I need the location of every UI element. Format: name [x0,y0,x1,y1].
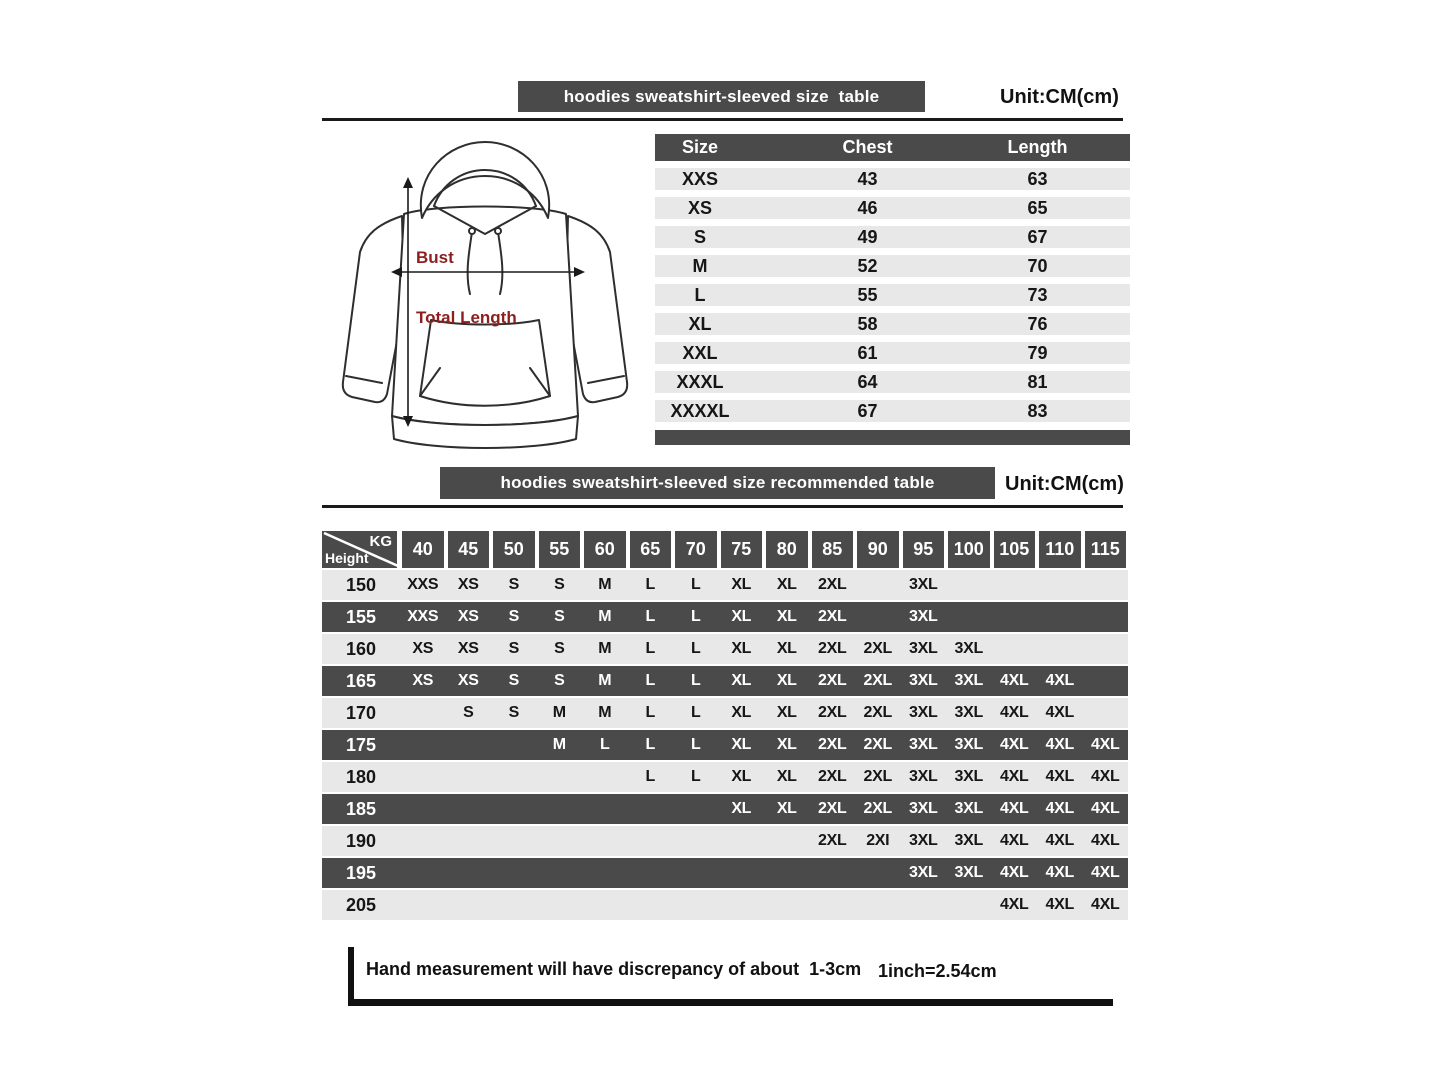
recommended-size-cell: XS [457,608,479,625]
rec-row-180 [322,762,1128,792]
length-value: 83 [1027,400,1048,421]
recommended-size-cell: XS [457,672,479,689]
chest-value: 49 [857,226,878,247]
recommended-size-cell: M [598,704,612,721]
length-value: 79 [1027,342,1048,363]
height-label: 160 [345,638,377,659]
chest-value: 55 [857,284,878,305]
weight-header-65: 65 [630,531,672,568]
height-label: 170 [345,702,377,723]
measurement-disclaimer: Hand measurement will have discrepancy of about 1-3cm [366,959,862,979]
weight-header-60: 60 [584,531,626,568]
recommended-size-cell: XL [776,576,797,593]
size-value: XXS [681,168,719,189]
recommended-size-cell: XXS [407,608,439,625]
recommended-size-cell: 4XL [1000,768,1029,785]
weight-header-50: 50 [493,531,535,568]
recommended-size-cell: 2XL [863,704,892,721]
recommended-size-cell: S [554,608,565,625]
recommended-size-cell: XS [457,576,479,593]
rec-row-170 [322,698,1128,728]
divider-line-1 [322,118,1123,121]
recommended-size-cell: 4XL [1045,736,1074,753]
recommended-size-cell: 4XL [1045,832,1074,849]
recommended-size-cell: 4XL [1045,800,1074,817]
recommended-size-cell: 4XL [1000,800,1029,817]
footer-bracket-vertical [348,947,354,1006]
recommended-size-cell: 2XL [818,576,847,593]
recommended-size-cell: L [645,672,655,689]
rec-row-185 [322,794,1128,824]
col-header-chest: Chest [842,137,893,157]
recommended-size-cell: L [600,736,610,753]
recommended-size-cell: XL [776,704,797,721]
size-table-header [655,134,1130,161]
corner-kg-label: KG [369,533,392,550]
weight-header-70: 70 [675,531,717,568]
unit-label-1: Unit:CM(cm) [1000,86,1119,108]
size-value: XXL [682,342,718,363]
recommended-size-cell: 4XL [1000,864,1029,881]
height-label: 195 [345,862,377,883]
recommended-size-cell: 3XL [909,704,938,721]
recommended-size-cell: 3XL [909,768,938,785]
length-arrowhead-top [403,177,413,188]
recommended-size-cell: L [691,672,701,689]
recommended-size-cell: XL [776,800,797,817]
chest-value: 67 [857,400,878,421]
recommended-size-cell: XL [731,672,752,689]
height-label: 155 [345,606,377,627]
recommended-size-cell: S [554,672,565,689]
recommended-size-cell: 2XL [818,704,847,721]
recommended-size-cell: 2XI [866,832,890,849]
rec-row-190 [322,826,1128,856]
recommended-size-cell: 2XL [863,736,892,753]
recommended-size-cell: L [691,704,701,721]
recommended-size-cell: 4XL [1000,896,1029,913]
recommended-size-cell: M [552,704,566,721]
recommended-size-cell: M [552,736,566,753]
footer-bracket-horizontal [348,999,1113,1006]
height-label: 205 [345,894,377,915]
height-label: 150 [345,574,377,595]
recommended-size-cell: XL [731,800,752,817]
recommended-size-cell: L [645,704,655,721]
recommended-size-cell: 3XL [909,832,938,849]
recommended-size-cell: 2XL [818,672,847,689]
recommended-size-cell: L [691,768,701,785]
recommended-size-cell: 3XL [909,640,938,657]
recommended-size-cell: S [554,640,565,657]
recommended-size-cell: XL [776,736,797,753]
size-value: L [694,284,706,305]
recommended-size-cell: XL [776,768,797,785]
size-table-row [655,342,1130,364]
weight-header-85: 85 [812,531,854,568]
recommended-size-cell: L [691,736,701,753]
recommended-size-cell: 3XL [909,672,938,689]
size-table-row [655,284,1130,306]
recommended-size-cell: 2XL [818,640,847,657]
left-drawstring-tip [469,228,475,234]
size-table-row [655,168,1130,190]
rec-row-175 [322,730,1128,760]
rec-row-160 [322,634,1128,664]
recommended-size-cell: 4XL [1091,832,1120,849]
weight-header-110: 110 [1039,531,1081,568]
hoodie-diagram [330,132,640,458]
col-header-length: Length [1007,137,1068,157]
recommended-size-cell: S [508,704,519,721]
recommended-size-cell: 3XL [909,800,938,817]
recommended-size-cell: 2XL [863,768,892,785]
recommended-size-cell: 4XL [1045,704,1074,721]
recommended-size-cell: XL [776,640,797,657]
size-value: XS [687,197,712,218]
chest-value: 43 [857,168,878,189]
weight-header-100: 100 [948,531,990,568]
unit-label-2: Unit:CM(cm) [1005,473,1124,495]
divider-line-2 [322,505,1123,508]
recommended-size-cell: XL [776,608,797,625]
length-value: 70 [1027,255,1048,276]
recommended-size-cell: 3XL [909,864,938,881]
size-value: S [693,226,706,247]
recommended-size-cell: 3XL [954,832,983,849]
length-value: 65 [1027,197,1048,218]
rec-row-205 [322,890,1128,920]
recommended-size-cell: 4XL [1000,736,1029,753]
recommended-size-cell: M [598,576,612,593]
height-label: 185 [345,798,377,819]
size-value: M [692,255,708,276]
height-label: 175 [345,734,377,755]
weight-header-55: 55 [539,531,581,568]
size-table-row [655,226,1130,248]
recommended-size-cell: L [645,736,655,753]
height-label: 165 [345,670,377,691]
size-value: XXXL [676,371,724,392]
recommended-table-title-bar: hoodies sweatshirt-sleeved size recommended table [440,467,995,499]
recommended-size-cell: L [691,640,701,657]
size-table-row [655,313,1130,335]
recommended-size-cell: 3XL [909,608,938,625]
recommended-size-cell: XL [731,768,752,785]
weight-header-40: 40 [402,531,444,568]
size-table-row [655,197,1130,219]
recommended-size-cell: 2XL [818,736,847,753]
recommended-size-cell: 3XL [954,704,983,721]
recommended-size-cell: 3XL [954,800,983,817]
size-table-bottom-bar [655,430,1130,445]
recommended-size-cell: 2XL [818,800,847,817]
size-table-row [655,400,1130,422]
recommended-size-cell: 4XL [1045,768,1074,785]
pocket [420,320,550,406]
recommended-size-cell: 3XL [909,576,938,593]
recommended-size-cell: M [598,672,612,689]
corner-height-label: Height [325,550,369,566]
recommended-size-cell: L [645,608,655,625]
recommended-size-cell: 3XL [909,736,938,753]
chest-value: 61 [857,342,878,363]
size-table-row [655,255,1130,277]
height-label: 190 [345,830,377,851]
length-value: 81 [1027,371,1048,392]
recommended-size-cell: 4XL [1000,704,1029,721]
recommended-size-cell: 2XL [818,768,847,785]
recommended-size-cell: 3XL [954,864,983,881]
rec-row-165 [322,666,1128,696]
size-value: XL [688,313,712,334]
recommended-size-cell: 4XL [1091,768,1120,785]
recommended-size-cell: 4XL [1091,736,1120,753]
size-table-row [655,371,1130,393]
length-value: 67 [1027,226,1048,247]
rec-header-row [322,531,1128,568]
recommended-size-cell: 2XL [818,608,847,625]
weight-header-80: 80 [766,531,808,568]
corner-cell-kg-height [322,531,397,568]
weight-header-90: 90 [857,531,899,568]
weight-header-95: 95 [903,531,945,568]
recommended-size-cell: XS [412,640,434,657]
recommended-size-cell: 2XL [863,672,892,689]
recommended-size-cell: L [691,576,701,593]
length-value: 76 [1027,313,1048,334]
rec-row-150 [322,570,1128,600]
weight-header-45: 45 [448,531,490,568]
hoodie-drawing [330,132,640,458]
weight-header-115: 115 [1085,531,1127,568]
recommended-size-cell: XL [776,672,797,689]
recommended-size-cell: S [508,576,519,593]
recommended-size-cell: 4XL [1045,896,1074,913]
recommended-size-cell: XS [412,672,434,689]
recommended-size-cell: L [645,640,655,657]
recommended-size-cell: M [598,608,612,625]
right-drawstring-tip [495,228,501,234]
rec-row-155 [322,602,1128,632]
chest-value: 64 [857,371,878,392]
recommended-size-cell: L [691,608,701,625]
recommended-size-cell: 4XL [1045,672,1074,689]
rec-row-195 [322,858,1128,888]
chest-value: 52 [857,255,878,276]
recommended-table [322,531,1128,920]
recommended-size-cell: 4XL [1000,832,1029,849]
recommended-size-cell: 4XL [1091,864,1120,881]
chest-value: 58 [857,313,878,334]
recommended-size-cell: XL [731,640,752,657]
recommended-size-cell: 3XL [954,672,983,689]
recommended-size-cell: 2XL [863,800,892,817]
total-length-label: Total Length [416,308,517,327]
recommended-size-cell: S [508,640,519,657]
recommended-size-cell: S [554,576,565,593]
chest-value: 46 [857,197,878,218]
inch-conversion-note: 1inch=2.54cm [878,961,997,981]
recommended-size-cell: 4XL [1000,672,1029,689]
recommended-size-cell: 4XL [1091,896,1120,913]
length-value: 63 [1027,168,1048,189]
recommended-size-cell: S [508,672,519,689]
recommended-size-cell: 2XL [863,640,892,657]
recommended-size-cell: 4XL [1045,864,1074,881]
rec-table-body [322,570,1128,920]
height-label: 180 [345,766,377,787]
size-table [655,134,1130,445]
recommended-size-cell: L [645,768,655,785]
col-header-size: Size [681,137,719,157]
recommended-size-cell: 4XL [1091,800,1120,817]
bust-label: Bust [416,248,454,267]
recommended-size-cell: 3XL [954,640,983,657]
recommended-size-cell: L [645,576,655,593]
recommended-size-cell: 3XL [954,736,983,753]
recommended-size-cell: S [508,608,519,625]
size-value: XXXXL [670,400,730,421]
length-value: 73 [1027,284,1048,305]
size-table-title-bar: hoodies sweatshirt-sleeved size table [518,81,925,112]
recommended-size-cell: XXS [407,576,439,593]
recommended-size-cell: XL [731,576,752,593]
recommended-size-cell: M [598,640,612,657]
weight-header-105: 105 [994,531,1036,568]
weight-header-75: 75 [721,531,763,568]
recommended-size-cell: 3XL [954,768,983,785]
size-table-body [655,168,1130,422]
recommended-size-cell: XL [731,704,752,721]
recommended-size-cell: 2XL [818,832,847,849]
recommended-size-cell: XL [731,736,752,753]
recommended-size-cell: XL [731,608,752,625]
recommended-size-cell: S [463,704,474,721]
recommended-size-cell: XS [457,640,479,657]
